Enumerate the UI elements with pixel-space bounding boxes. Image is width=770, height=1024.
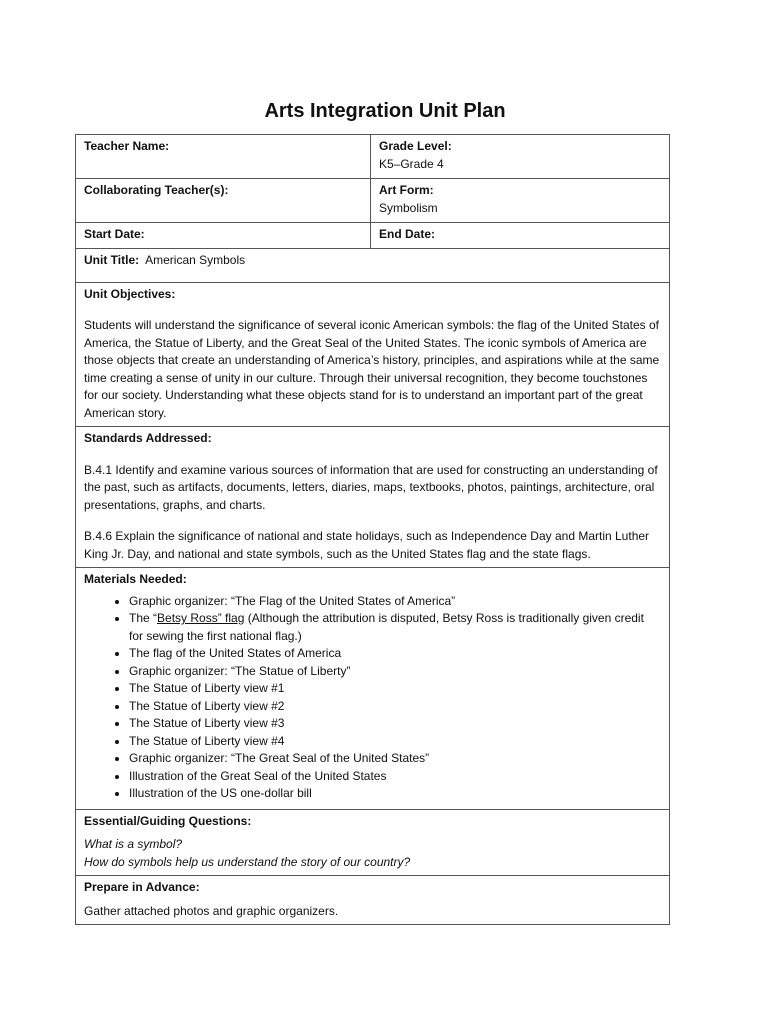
row-prepare	[76, 876, 670, 925]
list-item: • The Statue of Liberty view #3	[129, 715, 661, 733]
row-collab-artform	[76, 179, 670, 223]
unit-title-value: American Symbols	[145, 252, 246, 267]
objectives-cell	[76, 282, 670, 427]
list-item: • The “Betsy Ross” flag (Although the attribution is disputed, Betsy Ross is traditionally given credit for sewing the first national flag.)	[129, 610, 661, 645]
question-1: What is a symbol?	[84, 837, 183, 851]
end-date-label: End Date:	[379, 227, 436, 241]
grade-level-value: K5–Grade 4	[379, 156, 444, 171]
questions-label: Essential/Guiding Questions:	[84, 813, 252, 828]
grade-level-label: Grade Level:	[379, 139, 452, 153]
list-item: • Illustration of the US one-dollar bill	[129, 785, 661, 803]
list-item: • Illustration of the Great Seal of the United States	[129, 768, 661, 786]
list-item: • Graphic organizer: “The Great Seal of the United States”	[129, 750, 661, 768]
list-item: • The Statue of Liberty view #2	[129, 698, 661, 716]
list-item: • The Statue of Liberty view #4	[129, 733, 661, 751]
row-standards	[76, 427, 670, 568]
prepare-cell	[76, 876, 670, 925]
unit-plan-table	[75, 134, 670, 925]
standard-1: B.4.1 Identify and examine various sources of information that are used for constructing an understanding of the past, such as artifacts, documents, letters, diaries, maps, textbooks, photos, paintings, architecture, oral presentations, graphs, and charts.	[84, 462, 658, 512]
page-title: Arts Integration Unit Plan	[264, 100, 506, 122]
row-teacher-grade	[76, 135, 670, 179]
standard-2: B.4.6 Explain the significance of national and state holidays, such as Independence Day and Martin Luther King Jr. Day, and national and state symbols, such as the United States flag and the state flags.	[84, 529, 650, 561]
teacher-name-cell	[76, 135, 371, 179]
start-date-label: Start Date:	[84, 227, 145, 241]
start-date-cell	[76, 223, 371, 249]
row-materials	[76, 568, 670, 810]
list-item: • The Statue of Liberty view #1	[129, 680, 661, 698]
prepare-text: Gather attached photos and graphic organizers.	[84, 903, 339, 918]
standards-label: Standards Addressed:	[84, 431, 212, 445]
objectives-text: Students will understand the significance of several iconic American symbols: the flag of the United States of America, the Statue of Liberty, and the Great Seal of the United States. The iconic symbols of America are those objects that create an understanding of America’s history, principles, and aspirations while at the same time creating a sense of unity in our culture. Through their universal recognition, they become touchstones for our society. Understanding what these objects stand for is to understand an important part of the great American story.	[84, 318, 660, 420]
materials-cell	[76, 568, 670, 810]
standards-cell	[76, 427, 670, 568]
materials-label: Materials Needed:	[84, 572, 187, 586]
prepare-label: Prepare in Advance:	[84, 880, 200, 894]
art-form-value: Symbolism	[379, 200, 438, 215]
unit-title-label: Unit Title:	[84, 252, 140, 267]
row-unit-title	[76, 248, 670, 282]
betsy-ross-link[interactable]: Betsy Ross” flag	[157, 611, 245, 625]
objectives-label: Unit Objectives:	[84, 286, 176, 301]
row-questions	[76, 809, 670, 876]
art-form-label: Art Form:	[379, 183, 434, 197]
grade-level-cell	[371, 135, 670, 179]
unit-title-cell	[76, 248, 670, 282]
questions-cell	[76, 809, 670, 876]
question-2: How do symbols help us understand the story of our country?	[84, 854, 411, 869]
collab-cell	[76, 179, 371, 223]
list-item: • Graphic organizer: “The Flag of the United States of America”	[129, 593, 661, 611]
list-item: • The flag of the United States of America	[129, 645, 661, 663]
art-form-cell	[371, 179, 670, 223]
teacher-name-label: Teacher Name:	[84, 139, 170, 153]
collab-label: Collaborating Teacher(s):	[84, 183, 229, 197]
list-item: • Graphic organizer: “The Statue of Liberty”	[129, 663, 661, 681]
end-date-cell	[371, 223, 670, 249]
row-objectives	[76, 282, 670, 427]
materials-list	[84, 593, 661, 803]
row-dates	[76, 223, 670, 249]
